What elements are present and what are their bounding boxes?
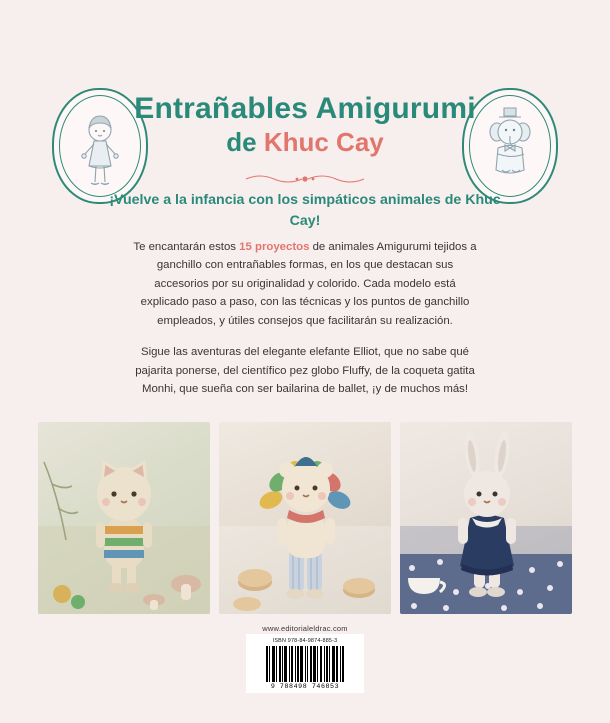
description-paragraph-2: Sigue las aventuras del elegante elefante Elliot, que no sabe qué pajarita ponerse, del científico pez globo Fluffy, de la coqueta gatita Monhi, que sueña con ser bailarina de ballet, ¡y de muchos más! — [135, 346, 475, 396]
barcode-digits: 9 788498 746853 — [270, 683, 340, 690]
cover-description — [130, 238, 480, 399]
bear-amigurumi-illustration — [219, 422, 391, 614]
cover-title-block — [0, 92, 610, 159]
paragraph-1-part-2: de animales Amigurumi tejidos a ganchillo con entrañables formas, en los que destacan sus accesorios por su originalidad y colorido. Cada modelo está explicado paso a paso, con las técnicas y los puntos de ganchillo empleados, y útiles consejos que facilitarán su realización. — [140, 241, 477, 327]
barcode-bars — [252, 646, 358, 682]
barcode-block — [246, 634, 364, 693]
cat-amigurumi-illustration — [38, 422, 210, 614]
photo-strip — [38, 422, 572, 614]
floral-divider-ornament — [240, 172, 370, 186]
book-title-line-2 — [0, 126, 610, 160]
isbn-text: ISBN 978-84-9874-885-3 — [272, 638, 338, 644]
bunny-amigurumi-illustration — [400, 422, 572, 614]
book-author-name: Khuc Cay — [263, 126, 384, 157]
projects-count-highlight: 15 proyectos — [239, 241, 310, 253]
cover-subtitle: ¡Vuelve a la infancia con los simpáticos animales de Khuc Cay! — [109, 192, 501, 230]
paragraph-1-part-1: Te encantarán estos — [133, 241, 240, 253]
photo-bunny-amigurumi — [400, 422, 572, 614]
description-paragraph-1 — [130, 238, 480, 330]
photo-cat-amigurumi — [38, 422, 210, 614]
book-title-line-1: Entrañables Amigurumi — [134, 92, 476, 125]
publisher-url: www.editorialeldrac.com — [262, 624, 348, 633]
book-title-prefix: de — [226, 126, 264, 157]
photo-bear-amigurumi — [219, 422, 391, 614]
